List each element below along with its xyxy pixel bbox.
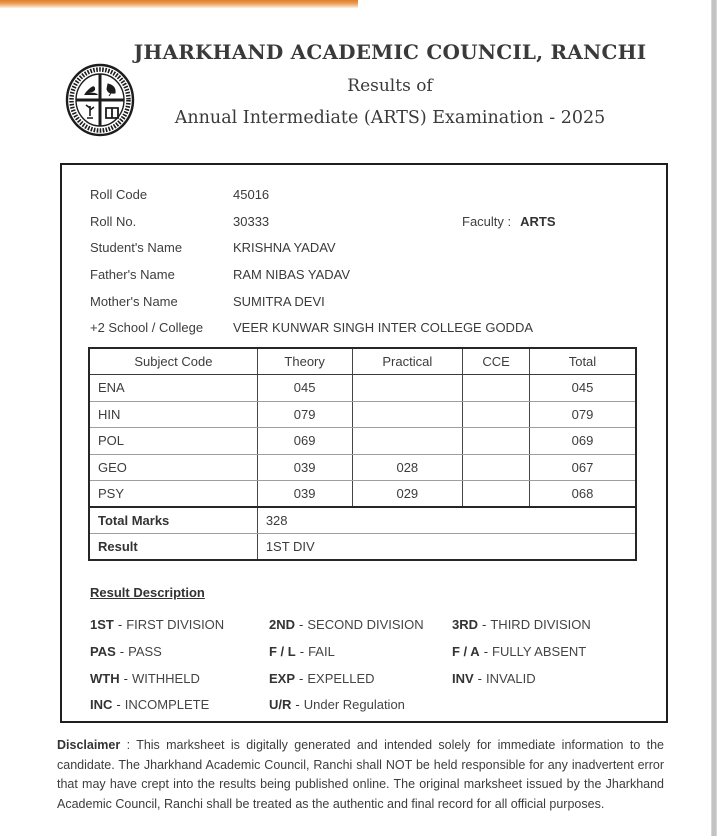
- legend-item: [452, 644, 666, 659]
- legend-item: [90, 617, 269, 632]
- legend-code: U/R: [269, 697, 292, 713]
- legend-desc: FULLY ABSENT: [492, 643, 587, 659]
- faculty-label: Faculty :: [462, 213, 512, 229]
- legend-desc: WITHHELD: [131, 670, 200, 686]
- legend-code: WTH: [90, 670, 120, 686]
- legend-code: F / A: [452, 643, 480, 659]
- legend-desc: THIRD DIVISION: [490, 617, 591, 633]
- student-details: [62, 165, 666, 341]
- theory-marks: 079: [257, 401, 352, 428]
- legend-separator: -: [299, 643, 305, 659]
- theory-marks: 039: [257, 454, 352, 481]
- table-row: [89, 454, 636, 481]
- practical-marks: [352, 375, 463, 402]
- legend-desc: PASS: [128, 643, 162, 659]
- field-label: Mother's Name: [90, 293, 178, 309]
- practical-marks: 028: [352, 454, 463, 481]
- legend-separator: -: [482, 617, 487, 633]
- legend-desc: EXPELLED: [307, 670, 375, 686]
- field-father-name: [90, 261, 666, 288]
- legend-code: INC: [90, 697, 113, 713]
- table-row: [89, 401, 636, 428]
- total-marks-label: Total Marks: [89, 507, 257, 534]
- theory-marks: 039: [257, 481, 352, 508]
- col-practical: Practical: [352, 348, 463, 375]
- table-row: [89, 375, 636, 402]
- field-label: Father's Name: [90, 266, 175, 282]
- subject-code: GEO: [89, 454, 257, 481]
- col-total: Total: [529, 348, 636, 375]
- disclaimer-text: This marksheet is digitally generated and intended solely for immediate information to the candidate. The Jharkhand Academic Council, Ranchi shall NOT be held responsible for any inadvertent error that may have crept into the results being published online. The original marksheet issued by the Jharkhand Academic Council, Ranchi shall be treated as the authentic and final record for all official purposes.: [57, 738, 664, 811]
- total-marks-row: [89, 507, 636, 534]
- legend-item: [269, 697, 452, 712]
- result-description-grid: [90, 611, 666, 718]
- theory-marks: 069: [257, 428, 352, 455]
- results-of-subtitle: Results of: [347, 76, 433, 96]
- legend-separator: -: [477, 670, 483, 686]
- legend-separator: -: [119, 643, 125, 659]
- theory-marks: 045: [257, 375, 352, 402]
- total-marks: 069: [529, 428, 636, 455]
- legend-item: [452, 617, 666, 632]
- total-marks: 067: [529, 454, 636, 481]
- cce-marks: [463, 401, 530, 428]
- legend-desc: FIRST DIVISION: [126, 617, 225, 633]
- legend-code: 2ND: [269, 617, 296, 633]
- disclaimer-separator: :: [120, 738, 137, 752]
- legend-separator: -: [117, 617, 123, 633]
- marks-table: [88, 347, 637, 561]
- total-marks: 079: [529, 401, 636, 428]
- legend-desc: Under Regulation: [303, 697, 405, 713]
- field-value: RAM NIBAS YADAV: [233, 266, 351, 282]
- total-marks: 068: [529, 481, 636, 508]
- result-label: Result: [89, 534, 257, 561]
- field-value: 30333: [233, 213, 270, 229]
- total-marks: 045: [529, 375, 636, 402]
- legend-item: [452, 671, 666, 686]
- page-header: [0, 0, 720, 150]
- legend-code: PAS: [90, 643, 116, 659]
- faculty-value: ARTS: [520, 213, 556, 229]
- field-mother-name: [90, 288, 666, 315]
- legend-separator: -: [116, 697, 121, 713]
- legend-desc: SECOND DIVISION: [307, 617, 424, 633]
- result-row: [89, 534, 636, 561]
- legend-item: [269, 644, 452, 659]
- subject-code: POL: [89, 428, 257, 455]
- practical-marks: 029: [352, 481, 463, 508]
- cce-marks: [463, 375, 530, 402]
- legend-separator: -: [123, 670, 128, 686]
- legend-item: [90, 671, 269, 686]
- legend-separator: -: [295, 697, 300, 713]
- legend-code: 1ST: [90, 617, 114, 633]
- field-school-college: [90, 314, 666, 341]
- field-label: Roll Code: [90, 186, 148, 202]
- legend-item: [90, 697, 269, 712]
- marks-header-row: [89, 348, 636, 375]
- col-cce: CCE: [463, 348, 530, 375]
- result-card: [60, 163, 668, 723]
- result-value: 1ST DIV: [257, 534, 636, 561]
- exam-title: Annual Intermediate (ARTS) Examination - 2025: [174, 108, 606, 128]
- table-row: [89, 428, 636, 455]
- legend-item: [269, 671, 452, 686]
- legend-code: EXP: [269, 670, 296, 686]
- legend-separator: -: [299, 617, 304, 633]
- field-value: VEER KUNWAR SINGH INTER COLLEGE GODDA: [233, 320, 534, 336]
- legend-separator: -: [483, 643, 489, 659]
- subject-code: HIN: [89, 401, 257, 428]
- faculty: [462, 208, 556, 235]
- field-value: KRISHNA YADAV: [233, 240, 336, 256]
- field-roll-no: [90, 208, 666, 235]
- total-marks-value: 328: [257, 507, 636, 534]
- field-value: SUMITRA DEVI: [233, 293, 325, 309]
- practical-marks: [352, 428, 463, 455]
- cce-marks: [463, 428, 530, 455]
- cce-marks: [463, 481, 530, 508]
- result-description-title: Result Description: [90, 585, 205, 601]
- field-label: Student's Name: [90, 240, 183, 256]
- field-label: +2 School / College: [90, 320, 204, 336]
- legend-item: [90, 644, 269, 659]
- legend-code: 3RD: [452, 617, 479, 633]
- org-name: JHARKHAND ACADEMIC COUNCIL, RANCHI: [133, 40, 647, 64]
- field-student-name: [90, 234, 666, 261]
- col-theory: Theory: [257, 348, 352, 375]
- legend-item: [269, 617, 452, 632]
- legend-code: INV: [452, 670, 474, 686]
- subject-code: ENA: [89, 375, 257, 402]
- practical-marks: [352, 401, 463, 428]
- disclaimer-label: Disclaimer: [57, 738, 121, 752]
- result-description: [90, 585, 666, 718]
- disclaimer: [57, 736, 664, 814]
- legend-desc: INVALID: [486, 670, 536, 686]
- field-value: 45016: [233, 186, 270, 202]
- legend-code: F / L: [269, 643, 296, 659]
- field-roll-code: [90, 181, 666, 208]
- legend-desc: FAIL: [308, 643, 335, 659]
- cce-marks: [463, 454, 530, 481]
- legend-separator: -: [299, 670, 304, 686]
- subject-code: PSY: [89, 481, 257, 508]
- field-label: Roll No.: [90, 213, 137, 229]
- legend-desc: INCOMPLETE: [124, 697, 210, 713]
- table-row: [89, 481, 636, 508]
- title-block: [60, 40, 720, 128]
- col-subject-code: Subject Code: [89, 348, 257, 375]
